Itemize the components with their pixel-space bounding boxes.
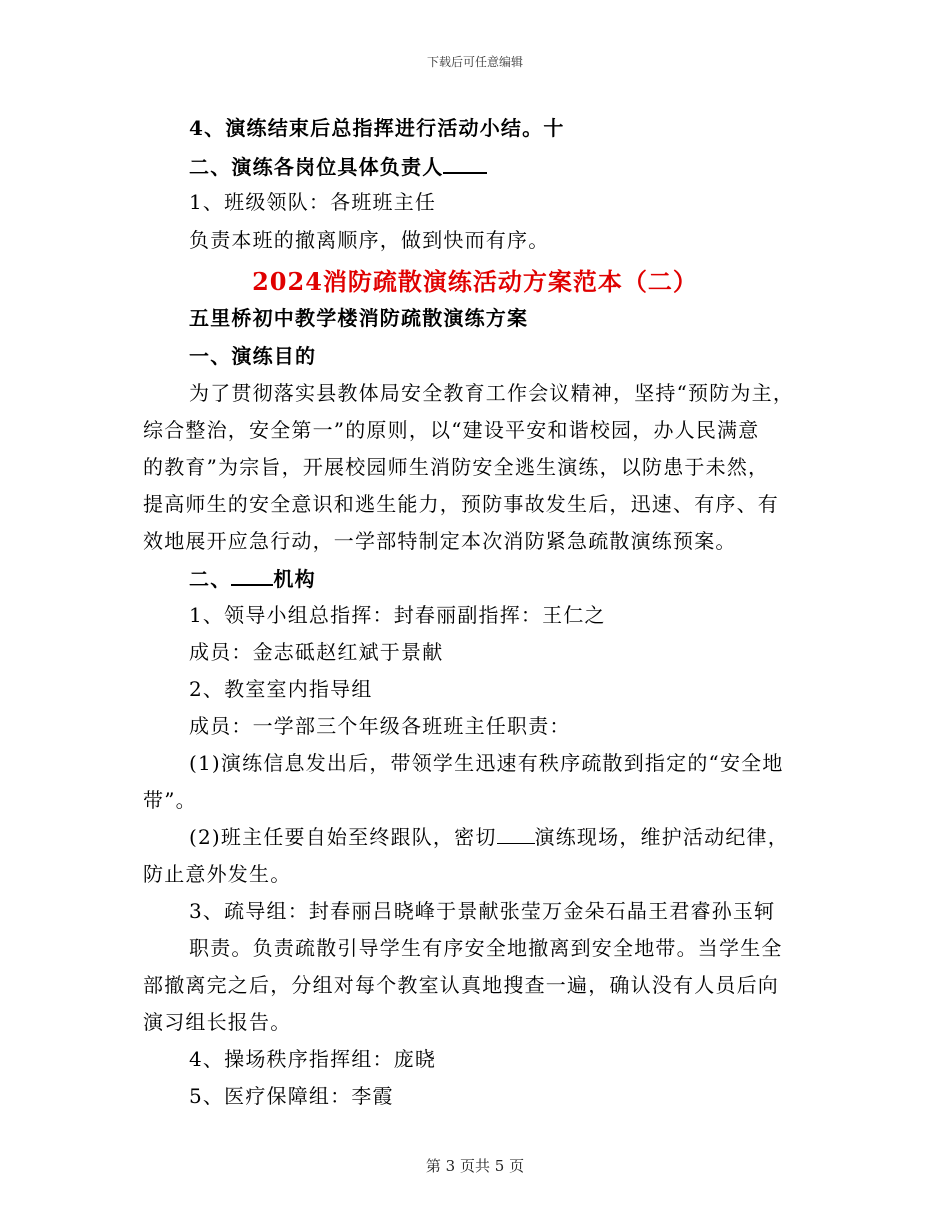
- paragraph-line: 部撤离完之后，分组对每个教室认真地搜查一遍，确认没有人员后向: [143, 973, 779, 997]
- section-2-heading: [189, 152, 487, 181]
- class-leader-duty: 负责本班的撤离顺序，做到快而有序。: [189, 228, 550, 252]
- paragraph-line: 效地展开应急行动，一学部特制定本次消防紧急疏散演练预案。: [143, 529, 737, 553]
- leadership-members: 成员：金志砥赵红斌于景献: [189, 640, 444, 664]
- paragraph-line: 演习组长报告。: [143, 1010, 292, 1034]
- playground-order-group: 4、操场秩序指挥组：庞晓: [189, 1047, 437, 1071]
- paragraph-line: 为了贯彻落实县教体局安全教育工作会议精神，坚持“预防为主，: [189, 381, 795, 405]
- leadership-group: 1、领导小组总指挥：封春丽副指挥：王仁之: [189, 603, 606, 627]
- duty-2-continued: 防止意外发生。: [143, 862, 292, 886]
- section-2-heading-text: 二、演练各岗位具体负责人: [189, 155, 444, 179]
- medical-support-group: 5、医疗保障组：李霞: [189, 1084, 394, 1108]
- paragraph-line: 职责。负责疏散引导学生有序安全地撤离到安全地带。当学生全: [189, 936, 783, 960]
- blank-underline: [443, 152, 487, 174]
- section-number: 二、: [189, 567, 232, 591]
- item-1-class-leader: 1、班级领队：各班班主任: [189, 190, 437, 214]
- document-title: 2024消防疏散演练活动方案范本（二）: [252, 267, 698, 296]
- item-4-summary: 4、演练结束后总指挥进行活动小结。十: [189, 116, 565, 140]
- blank-underline: [231, 564, 273, 586]
- paragraph-line: 提高师生的安全意识和逃生能力，预防事故发生后，迅速、有序、有: [143, 492, 779, 516]
- guidance-members: 成员：一学部三个年级各班班主任职责：: [189, 714, 571, 738]
- page-header: 下载后可任意编辑: [426, 55, 523, 69]
- duty-2-text-a: (2)班主任要自始至终跟队，密切: [189, 825, 497, 849]
- classroom-guidance-group: 2、教室室内指导组: [189, 677, 373, 701]
- duty-2: [189, 823, 789, 851]
- section-1-heading: 一、演练目的: [189, 344, 317, 368]
- duty-1-continued: 带”。: [143, 788, 197, 812]
- blank-underline: [497, 823, 535, 844]
- evacuation-guide-group: 3、疏导组：封春丽吕晓峰于景献张莹万金朵石晶王君睿孙玉轲: [189, 899, 776, 923]
- section-title: 机构: [273, 567, 316, 591]
- paragraph-line: 综合整治，安全第一”的原则，以“建设平安和谐校园，办人民满意: [143, 418, 760, 442]
- paragraph-line: 的教育”为宗旨，开展校园师生消防安全逃生演练，以防患于未然，: [143, 455, 770, 479]
- duty-2-text-b: 演练现场，维护活动纪律，: [534, 825, 789, 849]
- duty-1: (1)演练信息发出后，带领学生迅速有秩序疏散到指定的“安全地: [189, 751, 784, 775]
- page-footer: 第 3 页共 5 页: [425, 1157, 525, 1175]
- section-2-organization-heading: [189, 564, 316, 593]
- plan-subtitle: 五里桥初中教学楼消防疏散演练方案: [189, 306, 529, 330]
